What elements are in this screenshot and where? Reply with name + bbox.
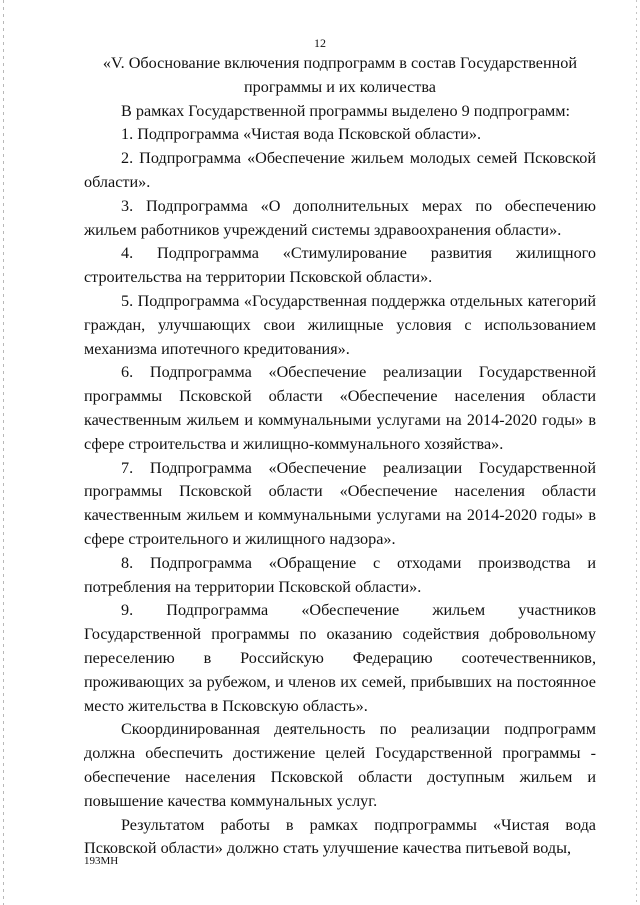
scan-edge-right <box>636 0 637 905</box>
intro-paragraph: В рамках Государственной программы выделено 9 подпрограмм: <box>121 101 571 120</box>
subprogram-item-1: 1. Подпрограмма «Чистая вода Псковской области». <box>121 125 481 144</box>
document-body <box>84 52 596 861</box>
subprogram-item-9: 9. Подпрограмма «Обеспечение жильем участников Государственной программы по оказанию содействия добровольному переселению в Российскую Федерацию соотечественников, проживающих за рубежом, и членов их семей, прибывших на постоянное место жительства в Псковскую область». <box>84 601 596 715</box>
subprogram-item-6: 6. Подпрограмма «Обеспечение реализации Государственной программы Псковской области «Обеспечение населения области качественным жильем и коммунальными услугами на 2014-2020 годы» в сфере строительства и жилищно-коммунального хозяйства». <box>84 363 596 453</box>
result-paragraph: Результатом работы в рамках подпрограммы «Чистая вода Псковской области» должно стать улучшение качества питьевой воды, <box>84 815 596 858</box>
subprogram-item-5: 5. Подпрограмма «Государственная поддержка отдельных категорий граждан, улучшающих свои жилищные условия с использованием механизма ипотечного кредитования». <box>84 291 596 358</box>
subprogram-item-2: 2. Подпрограмма «Обеспечение жильем молодых семей Псковской области». <box>84 149 596 191</box>
document-code: 193МН <box>84 855 119 867</box>
scan-edge-left <box>3 0 4 905</box>
subprogram-item-3: 3. Подпрограмма «О дополнительных мерах по обеспечению жильем работников учреждений системы здравоохранения области». <box>84 196 596 239</box>
subprogram-item-4: 4. Подпрограмма «Стимулирование развития жилищного строительства на территории Псковской области». <box>84 244 596 287</box>
page-number: 12 <box>314 36 326 50</box>
subprogram-item-8: 8. Подпрограмма «Обращение с отходами производства и потребления на территории Псковской области». <box>84 553 596 596</box>
section-heading: «V. Обоснование включения подпрограмм в состав Государственной программы и их количества <box>102 54 578 96</box>
subprogram-item-7: 7. Подпрограмма «Обеспечение реализации Государственной программы Псковской области «Обеспечение населения области качественным жильем и коммунальными услугами на 2014-2020 годы» в сфере строительного и жилищного надзора». <box>84 458 596 548</box>
coordination-paragraph: Скоординированная деятельность по реализации подпрограмм должна обеспечить достижение целей Государственной программы - обеспечение населения Псковской области доступным жильем и повышение качества коммунальных услуг. <box>84 720 596 810</box>
